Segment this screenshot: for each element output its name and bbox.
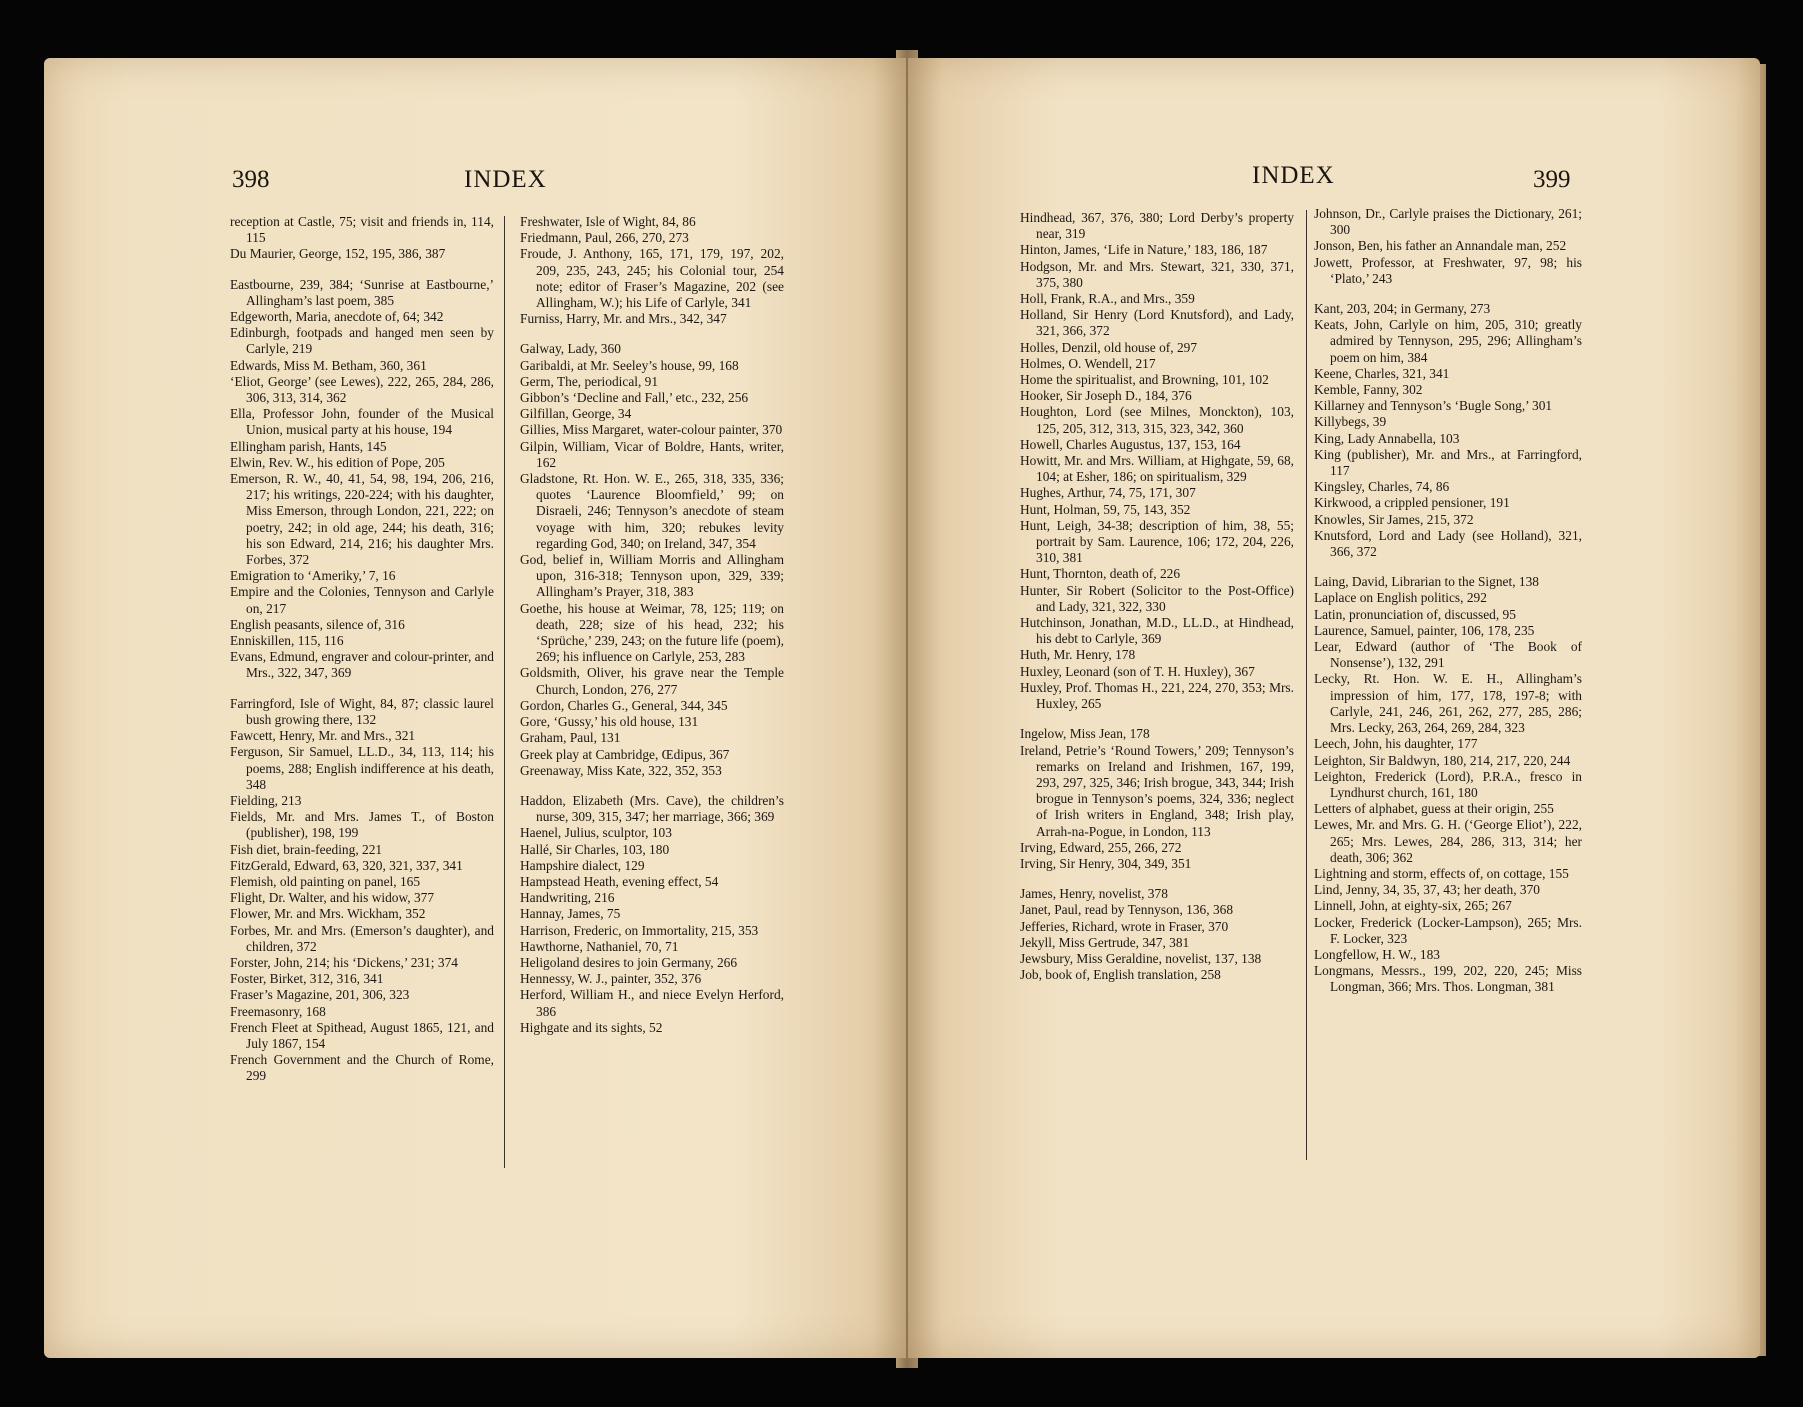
index-entry: Ella, Professor John, founder of the Musical Union, musical party at his house, 194: [230, 406, 494, 438]
index-entry: Furniss, Harry, Mr. and Mrs., 342, 347: [520, 311, 727, 327]
index-entry: reception at Castle, 75; visit and friends in, 114, 115: [230, 214, 494, 246]
index-entry: Flight, Dr. Walter, and his widow, 377: [230, 890, 435, 906]
index-entry: Ferguson, Sir Samuel, LL.D., 34, 113, 114; his poems, 288; English indifference at his death, 348: [230, 744, 494, 792]
index-entry: Hawthorne, Nathaniel, 70, 71: [520, 938, 679, 954]
index-entry: Forbes, Mr. and Mrs. (Emerson’s daughter), and children, 372: [230, 922, 494, 954]
index-entry: Hallé, Sir Charles, 103, 180: [520, 841, 670, 857]
index-entry: Fields, Mr. and Mrs. James T., of Boston (publisher), 198, 199: [230, 809, 494, 841]
index-entry: Huth, Mr. Henry, 178: [1020, 647, 1136, 663]
index-entry: Longmans, Messrs., 199, 202, 220, 245; Miss Longman, 366; Mrs. Thos. Longman, 381: [1314, 963, 1582, 995]
index-entry: Goethe, his house at Weimar, 78, 125; 119; on death, 228; size of his head, 232; his ‘Sprüche,’ 239, 243; on the future life (poem), 269; his influence on Carlyle, 253, 283: [520, 600, 784, 665]
index-entry: Germ, The, periodical, 91: [520, 373, 659, 389]
index-entry: Lind, Jenny, 34, 35, 37, 43; her death, 370: [1314, 882, 1540, 898]
index-entry: Herford, William H., and niece Evelyn Herford, 386: [520, 987, 784, 1019]
index-entry: Hinton, James, ‘Life in Nature,’ 183, 186, 187: [1020, 242, 1268, 258]
index-entry: Ireland, Petrie’s ‘Round Towers,’ 209; Tennyson’s remarks on Ireland and Irishmen, 167, 199, 293, 297, 325, 346; Irish brogue, 343, 344; Irish brogue in Tennyson’s poems, 324, 336; neglect of Irish writers in England, 348; Irish play, Arrah-na-Pogue, in London, 113: [1020, 742, 1294, 839]
index-entry: Edinburgh, footpads and hanged men seen by Carlyle, 219: [230, 325, 494, 357]
page-number-left: 398: [232, 166, 270, 193]
index-entry: Gilpin, William, Vicar of Boldre, Hants, writer, 162: [520, 438, 784, 470]
index-entry: Heligoland desires to join Germany, 266: [520, 954, 738, 970]
index-entry: Laplace on English politics, 292: [1314, 590, 1487, 606]
running-head-left: INDEX: [464, 166, 547, 193]
index-entry: English peasants, silence of, 316: [230, 616, 405, 632]
index-entry: Kingsley, Charles, 74, 86: [1314, 479, 1450, 495]
index-entry: Froude, J. Anthony, 165, 171, 179, 197, 202, 209, 235, 243, 245; his Colonial tour, 254 note; editor of Fraser’s Magazine, 202 (see Allingham, W.); his Life of Carlyle, 341: [520, 246, 784, 311]
index-entry: Kirkwood, a crippled pensioner, 191: [1314, 495, 1510, 511]
index-entry: Gilfillan, George, 34: [520, 406, 632, 422]
index-entry: Gibbon’s ‘Decline and Fall,’ etc., 232, 256: [520, 390, 749, 406]
index-entry: Hooker, Sir Joseph D., 184, 376: [1020, 388, 1192, 404]
index-entry: Fraser’s Magazine, 201, 306, 323: [230, 987, 410, 1003]
index-entry: Freshwater, Isle of Wight, 84, 86: [520, 214, 696, 229]
index-entry: Highgate and its sights, 52: [520, 1019, 663, 1035]
index-entry: French Government and the Church of Rome, 299: [230, 1052, 494, 1084]
index-entry: Graham, Paul, 131: [520, 730, 621, 746]
index-entry: Hutchinson, Jonathan, M.D., LL.D., at Hindhead, his debt to Carlyle, 369: [1020, 615, 1294, 647]
index-entry: Ingelow, Miss Jean, 178: [1020, 726, 1150, 742]
index-entry: Gore, ‘Gussy,’ his old house, 131: [520, 714, 699, 730]
index-entry: Forster, John, 214; his ‘Dickens,’ 231; 374: [230, 954, 458, 970]
index-entry: Elwin, Rev. W., his edition of Pope, 205: [230, 454, 445, 470]
index-column-right-2: [1314, 206, 1582, 996]
index-entry: Irving, Edward, 255, 266, 272: [1020, 839, 1182, 855]
index-entry: Jowett, Professor, at Freshwater, 97, 98; his ‘Plato,’ 243: [1314, 254, 1582, 286]
index-entry: Laurence, Samuel, painter, 106, 178, 235: [1314, 622, 1535, 638]
letter-group-gap: [520, 327, 784, 341]
letter-group-gap: [1314, 560, 1582, 574]
index-entry: FitzGerald, Edward, 63, 320, 321, 337, 341: [230, 857, 463, 873]
index-entry: Flemish, old painting on panel, 165: [230, 873, 421, 889]
index-entry: Hampshire dialect, 129: [520, 857, 645, 873]
index-entry: King, Lady Annabella, 103: [1314, 430, 1460, 446]
index-entry: Janet, Paul, read by Tennyson, 136, 368: [1020, 902, 1234, 918]
index-entry: Laing, David, Librarian to the Signet, 138: [1314, 574, 1539, 590]
index-entry: French Fleet at Spithead, August 1865, 121, and July 1867, 154: [230, 1019, 494, 1051]
index-entry: Haenel, Julius, sculptor, 103: [520, 825, 672, 841]
index-entry: Leech, John, his daughter, 177: [1314, 736, 1478, 752]
index-entry: Greek play at Cambridge, Œdipus, 367: [520, 746, 730, 762]
index-entry: Howitt, Mr. and Mrs. William, at Highgate, 59, 68, 104; at Esher, 186; on spiritualism, 329: [1020, 453, 1294, 485]
running-head-right: INDEX: [1252, 162, 1335, 189]
index-entry: Edwards, Miss M. Betham, 360, 361: [230, 357, 427, 373]
index-entry: Holmes, O. Wendell, 217: [1020, 355, 1156, 371]
index-entry: Haddon, Elizabeth (Mrs. Cave), the children’s nurse, 309, 315, 347; her marriage, 366; 369: [520, 792, 784, 825]
index-entry: Home the spiritualist, and Browning, 101, 102: [1020, 372, 1269, 388]
index-entry: Friedmann, Paul, 266, 270, 273: [520, 230, 689, 246]
index-entry: Keene, Charles, 321, 341: [1314, 365, 1450, 381]
column-rule-right: [1306, 210, 1307, 1160]
index-entry: King (publisher), Mr. and Mrs., at Farringford, 117: [1314, 446, 1582, 479]
index-entry: Gladstone, Rt. Hon. W. E., 265, 318, 335, 336; quotes ‘Laurence Bloomfield,’ 99; on Disraeli, 246; Tennyson’s anecdote of steam voyage with him, 320; rebukes levity regarding God, 340; on Ireland, 347, 354: [520, 471, 784, 551]
index-entry: Houghton, Lord (see Milnes, Monckton), 103, 125, 205, 312, 313, 315, 323, 342, 360: [1020, 404, 1294, 436]
index-entry: Jekyll, Miss Gertrude, 347, 381: [1020, 934, 1190, 950]
index-entry: Lightning and storm, effects of, on cottage, 155: [1314, 865, 1569, 881]
letter-group-gap: [230, 682, 494, 696]
index-entry: Knutsford, Lord and Lady (see Holland), 321, 366, 372: [1314, 527, 1582, 560]
index-entry: Irving, Sir Henry, 304, 349, 351: [1020, 855, 1192, 871]
index-entry: Farringford, Isle of Wight, 84, 87; classic laurel bush growing there, 132: [230, 695, 494, 727]
index-entry: Handwriting, 216: [520, 890, 615, 906]
index-entry: Hodgson, Mr. and Mrs. Stewart, 321, 330, 371, 375, 380: [1020, 258, 1294, 290]
index-entry: Empire and the Colonies, Tennyson and Carlyle on, 217: [230, 584, 494, 616]
index-entry: Hunt, Holman, 59, 75, 143, 352: [1020, 501, 1191, 517]
index-entry: Harrison, Frederic, on Immortality, 215, 353: [520, 922, 759, 938]
letter-group-gap: [230, 263, 494, 277]
column-rule-left: [504, 216, 505, 1168]
index-entry: Hampstead Heath, evening effect, 54: [520, 873, 719, 889]
index-entry: Gordon, Charles G., General, 344, 345: [520, 697, 728, 713]
index-entry: Johnson, Dr., Carlyle praises the Dictionary, 261; 300: [1314, 206, 1582, 238]
index-entry: Jefferies, Richard, wrote in Fraser, 370: [1020, 918, 1229, 934]
index-entry: Lear, Edward (author of ‘The Book of Nonsense’), 132, 291: [1314, 639, 1582, 671]
index-column-left-1: [230, 214, 494, 1085]
index-entry: ‘Eliot, George’ (see Lewes), 222, 265, 284, 286, 306, 313, 314, 362: [230, 373, 494, 406]
index-entry: Goldsmith, Oliver, his grave near the Temple Church, London, 276, 277: [520, 665, 784, 697]
index-entry: Jonson, Ben, his father an Annandale man, 252: [1314, 238, 1567, 254]
letter-group-gap: [1020, 872, 1294, 886]
index-entry: Knowles, Sir James, 215, 372: [1314, 511, 1474, 527]
index-entry: Locker, Frederick (Locker-Lampson), 265; Mrs. F. Locker, 323: [1314, 914, 1582, 946]
index-entry: James, Henry, novelist, 378: [1020, 886, 1168, 902]
page-number-right: 399: [1533, 166, 1571, 193]
index-entry: Holles, Denzil, old house of, 297: [1020, 339, 1198, 355]
index-entry: Garibaldi, at Mr. Seeley’s house, 99, 168: [520, 357, 739, 373]
index-entry: Job, book of, English translation, 258: [1020, 967, 1221, 983]
index-entry: Howell, Charles Augustus, 137, 153, 164: [1020, 436, 1241, 452]
index-entry: Killarney and Tennyson’s ‘Bugle Song,’ 301: [1314, 398, 1553, 414]
index-entry: Hunter, Sir Robert (Solicitor to the Post-Office) and Lady, 321, 322, 330: [1020, 582, 1294, 614]
index-entry: Kemble, Fanny, 302: [1314, 382, 1423, 398]
index-entry: Linnell, John, at eighty-six, 265; 267: [1314, 898, 1512, 914]
index-entry: Gillies, Miss Margaret, water-colour painter, 370: [520, 422, 783, 438]
index-entry: Leighton, Sir Baldwyn, 180, 214, 217, 220, 244: [1314, 752, 1571, 768]
index-entry: God, belief in, William Morris and Allingham upon, 316-318; Tennyson upon, 329, 339; Allingham’s Prayer, 318, 383: [520, 552, 784, 600]
index-entry: Fielding, 213: [230, 792, 302, 808]
index-entry: Edgeworth, Maria, anecdote of, 64; 342: [230, 309, 444, 325]
index-entry: Hennessy, W. J., painter, 352, 376: [520, 971, 702, 987]
index-entry: Longfellow, H. W., 183: [1314, 946, 1440, 962]
index-column-right-1: [1020, 210, 1294, 983]
index-entry: Hannay, James, 75: [520, 906, 621, 922]
index-entry: Letters of alphabet, guess at their origin, 255: [1314, 801, 1554, 817]
index-entry: Evans, Edmund, engraver and colour-printer, and Mrs., 322, 347, 369: [230, 649, 494, 681]
index-entry: Greenaway, Miss Kate, 322, 352, 353: [520, 762, 722, 778]
index-entry: Lecky, Rt. Hon. W. E. H., Allingham’s impression of him, 177, 178, 197-8; with Carlyle, 241, 246, 261, 262, 277, 285, 286; Mrs. Lecky, 263, 264, 269, 284, 323: [1314, 671, 1582, 736]
index-entry: Flower, Mr. and Mrs. Wickham, 352: [230, 906, 426, 922]
index-entry: Keats, John, Carlyle on him, 205, 310; greatly admired by Tennyson, 295, 296; Allingham’s poem on him, 384: [1314, 317, 1582, 365]
index-entry: Jewsbury, Miss Geraldine, novelist, 137, 138: [1020, 950, 1262, 966]
index-entry: Holl, Frank, R.A., and Mrs., 359: [1020, 291, 1195, 307]
index-entry: Fish diet, brain-feeding, 221: [230, 841, 383, 857]
index-entry: Du Maurier, George, 152, 195, 386, 387: [230, 246, 446, 262]
letter-group-gap: [1314, 287, 1582, 301]
index-entry: Hunt, Thornton, death of, 226: [1020, 566, 1181, 582]
index-entry: Freemasonry, 168: [230, 1003, 326, 1019]
index-entry: Enniskillen, 115, 116: [230, 633, 344, 649]
index-entry: Foster, Birket, 312, 316, 341: [230, 971, 384, 987]
letter-group-gap: [1020, 712, 1294, 726]
index-entry: Killybegs, 39: [1314, 414, 1387, 430]
index-entry: Galway, Lady, 360: [520, 341, 621, 357]
index-entry: Hunt, Leigh, 34-38; description of him, 38, 55; portrait by Sam. Laurence, 106; 172, 204, 226, 310, 381: [1020, 517, 1294, 566]
letter-group-gap: [520, 779, 784, 793]
index-entry: Lewes, Mr. and Mrs. G. H. (‘George Eliot’), 222, 265; Mrs. Lewes, 284, 286, 313, 314; her death, 306; 362: [1314, 817, 1582, 865]
index-column-left-2: [520, 214, 784, 1036]
index-entry: Hughes, Arthur, 74, 75, 171, 307: [1020, 485, 1196, 501]
index-entry: Emigration to ‘Ameriky,’ 7, 16: [230, 568, 396, 584]
index-entry: Ellingham parish, Hants, 145: [230, 438, 387, 454]
index-entry: Hindhead, 367, 376, 380; Lord Derby’s property near, 319: [1020, 210, 1294, 242]
index-entry: Emerson, R. W., 40, 41, 54, 98, 194, 206, 216, 217; his writings, 220-224; with his daughter, Miss Emerson, through London, 221, 222; on poetry, 242; in old age, 244; his death, 316; his son Edward, 214, 216; his daughter Mrs. Forbes, 372: [230, 471, 494, 568]
index-entry: Huxley, Prof. Thomas H., 221, 224, 270, 353; Mrs. Huxley, 265: [1020, 679, 1294, 712]
index-entry: Huxley, Leonard (son of T. H. Huxley), 367: [1020, 663, 1255, 679]
index-entry: Leighton, Frederick (Lord), P.R.A., fresco in Lyndhurst church, 161, 180: [1314, 768, 1582, 800]
index-entry: Latin, pronunciation of, discussed, 95: [1314, 606, 1516, 622]
index-entry: Eastbourne, 239, 384; ‘Sunrise at Eastbourne,’ Allingham’s last poem, 385: [230, 276, 494, 308]
index-entry: Fawcett, Henry, Mr. and Mrs., 321: [230, 728, 416, 744]
index-entry: Kant, 203, 204; in Germany, 273: [1314, 301, 1491, 317]
index-entry: Holland, Sir Henry (Lord Knutsford), and Lady, 321, 366, 372: [1020, 307, 1294, 339]
